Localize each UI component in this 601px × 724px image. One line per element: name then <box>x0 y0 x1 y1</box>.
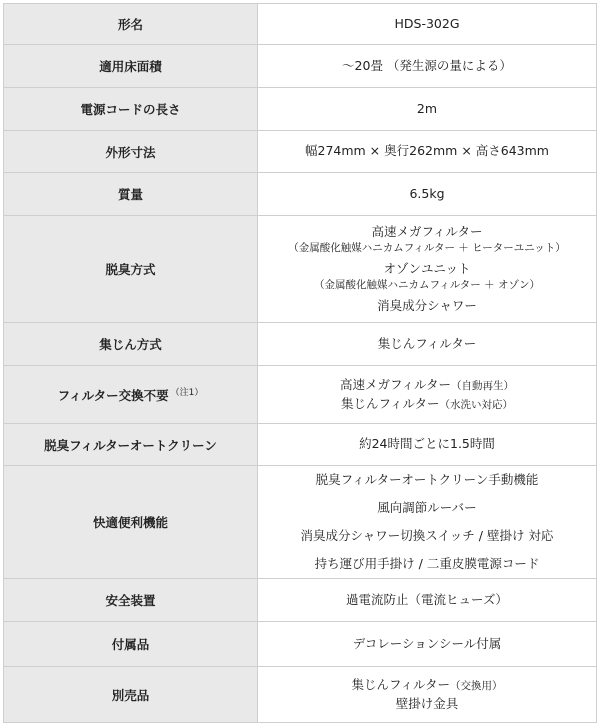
row-label-floor-area: 適用床面積 <box>4 45 258 88</box>
table-row <box>4 88 597 131</box>
row-label-deodorize-method: 脱臭方式 <box>4 216 258 323</box>
table-row <box>4 466 597 579</box>
row-value-safety: 過電流防止（電流ヒューズ） <box>258 579 597 622</box>
deodorize-line-2: （金属酸化触媒ハニカムフィルター ＋ ヒーターユニット） <box>288 241 566 254</box>
table-row <box>4 131 597 173</box>
spec-table <box>3 3 597 723</box>
row-value-accessories: デコレーションシール付属 <box>258 622 597 667</box>
filter-line-1-main: 高速メガフィルター <box>339 377 451 393</box>
row-value-convenience <box>258 466 597 579</box>
filter-line-2-note: （水洗い対応） <box>439 398 513 411</box>
table-row <box>4 45 597 88</box>
table-row <box>4 622 597 667</box>
row-value-auto-clean: 約24時間ごとに1.5時間 <box>258 424 597 466</box>
row-label-safety: 安全装置 <box>4 579 258 622</box>
sold-separately-line-2: 壁掛け金具 <box>395 695 459 711</box>
row-label-dust-method: 集じん方式 <box>4 323 258 366</box>
deodorize-line-4: （金属酸化触媒ハニカムフィルター ＋ オゾン） <box>314 279 540 292</box>
convenience-line-1: 脱臭フィルターオートクリーン手動機能 <box>315 471 539 487</box>
table-row <box>4 424 597 466</box>
row-value-dimensions: 幅274mm × 奥行262mm × 高さ643mm <box>258 131 597 173</box>
filter-line-1-note: （自動再生） <box>451 380 514 393</box>
row-label-cord-length: 電源コードの長さ <box>4 88 258 131</box>
deodorize-line-1: 高速メガフィルター <box>371 223 483 239</box>
row-label-filter-no-replace <box>4 366 258 424</box>
convenience-line-3: 消臭成分シャワー切換スイッチ / 壁掛け 対応 <box>300 528 554 543</box>
row-value-cord-length: 2m <box>258 88 597 131</box>
footnote-marker: （注1） <box>170 387 204 398</box>
row-label-dimensions: 外形寸法 <box>4 131 258 173</box>
table-row <box>4 216 597 323</box>
filter-no-replace-label-text: フィルター交換不要 <box>57 388 169 404</box>
deodorize-line-5: 消臭成分シャワー <box>377 298 477 314</box>
convenience-line-4: 持ち運び用手掛け / 二重皮膜電源コード <box>314 556 540 572</box>
row-value-floor-area: ～20畳 （発生源の量による） <box>258 45 597 88</box>
row-value-deodorize-method <box>258 216 597 323</box>
table-row <box>4 323 597 366</box>
filter-line-1 <box>262 376 592 394</box>
sold-separately-line-1 <box>262 676 592 694</box>
deodorize-line-3: オゾンユニット <box>383 260 471 276</box>
filter-line-2 <box>262 395 592 413</box>
row-label-convenience: 快適便利機能 <box>4 466 258 579</box>
table-row <box>4 366 597 424</box>
row-label-sold-separately: 別売品 <box>4 667 258 723</box>
sold-separately-note: （交換用） <box>450 680 503 693</box>
row-value-sold-separately <box>258 667 597 723</box>
row-value-dust-method: 集じんフィルター <box>258 323 597 366</box>
table-row <box>4 173 597 216</box>
table-row <box>4 579 597 622</box>
row-value-model: HDS-302G <box>258 4 597 45</box>
convenience-line-2: 風向調節ルーバー <box>377 499 477 515</box>
filter-line-2-main: 集じんフィルター <box>340 395 440 411</box>
row-label-accessories: 付属品 <box>4 622 258 667</box>
sold-separately-item-1: 集じんフィルター <box>351 677 450 693</box>
row-label-auto-clean: 脱臭フィルターオートクリーン <box>4 424 258 466</box>
row-label-weight: 質量 <box>4 173 258 216</box>
table-row <box>4 667 597 723</box>
row-value-weight: 6.5kg <box>258 173 597 216</box>
row-label-model: 形名 <box>4 4 258 45</box>
row-value-filter-no-replace <box>258 366 597 424</box>
table-row <box>4 4 597 45</box>
